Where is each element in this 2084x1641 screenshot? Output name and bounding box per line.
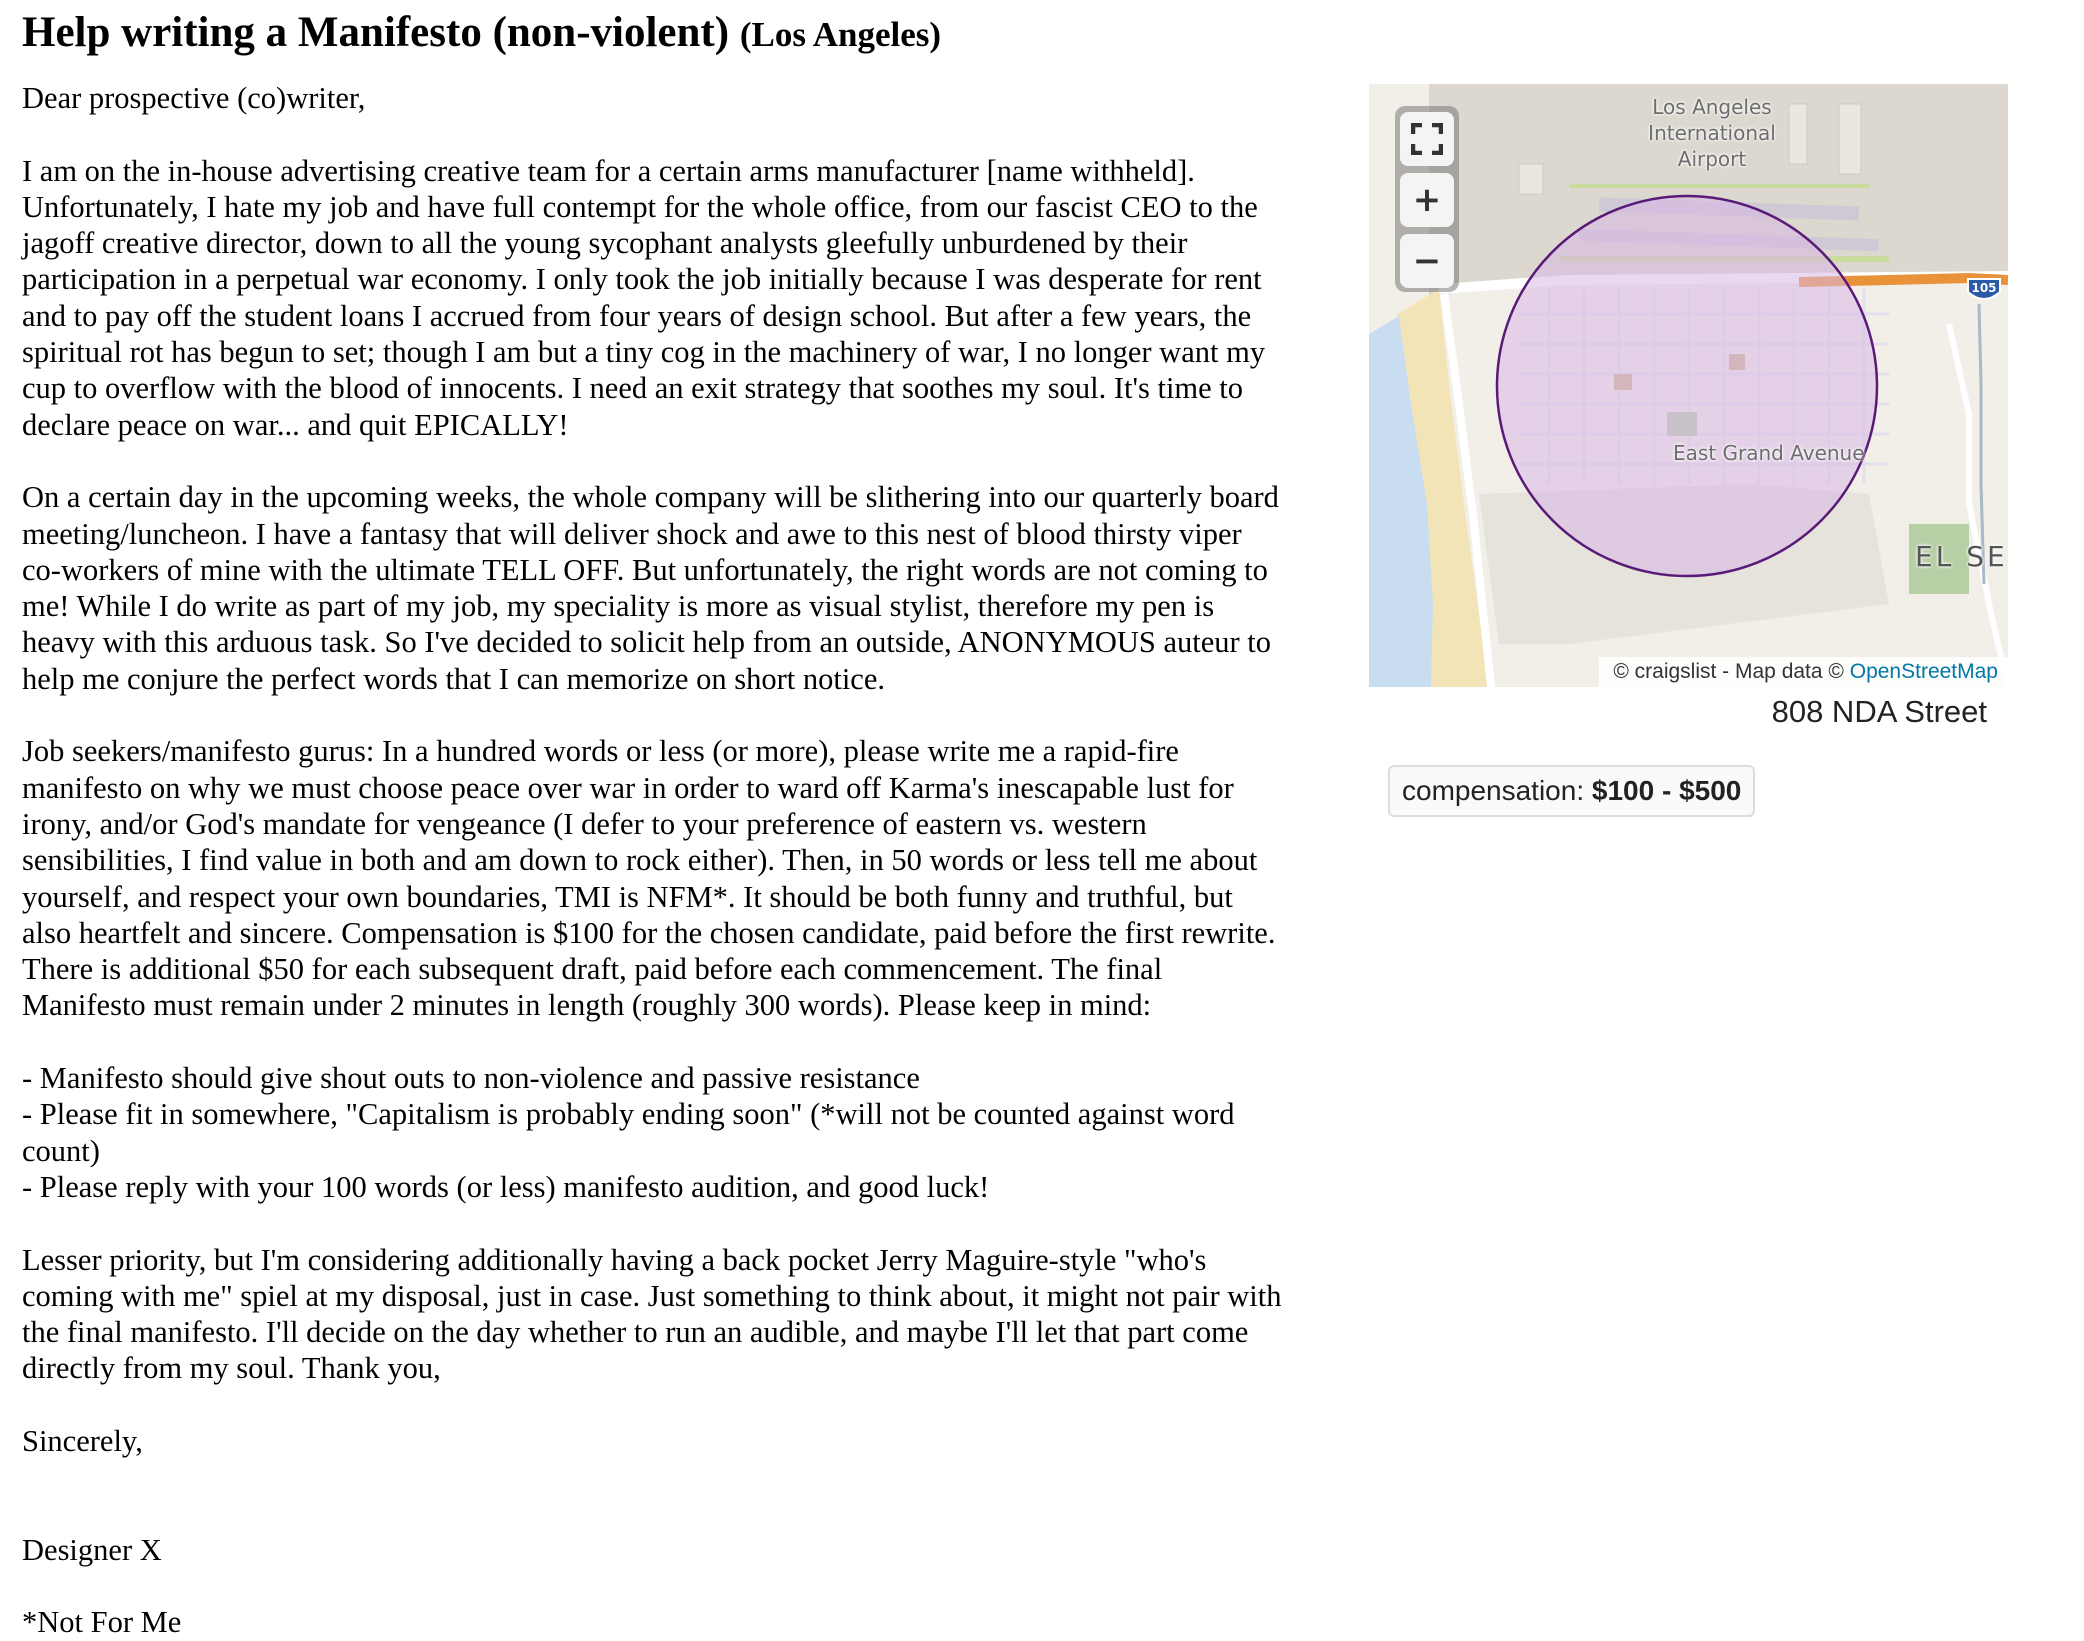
paragraph-meeting xyxy=(22,479,1372,697)
fullscreen-button[interactable] xyxy=(1400,112,1454,166)
body-line: On a certain day in the upcoming weeks, the whole company will be slithering into our quarterly board xyxy=(22,480,1279,515)
map-tiles[interactable] xyxy=(1369,84,2008,687)
map-controls xyxy=(1395,106,1459,292)
closing: Sincerely, xyxy=(22,1423,143,1458)
body-line: I am on the in-house advertising creative team for a certain arms manufacturer [name withheld]. xyxy=(22,153,1195,188)
body-line: the final manifesto. I'll decide on the day whether to run an audible, and maybe I'll let that part come xyxy=(22,1315,1249,1350)
footnote: *Not For Me xyxy=(22,1605,182,1640)
body-line: co-workers of mine with the ultimate TELL OFF. But unfortunately, the right words are not coming to xyxy=(22,552,1268,587)
greeting: Dear prospective (co)writer, xyxy=(22,81,366,115)
body-line: irony, and/or God's mandate for vengeance (I defer to your preference of eastern vs. western xyxy=(22,806,1147,841)
posting-location: (Los Angeles) xyxy=(739,15,942,54)
bullet-item: - Please reply with your 100 words (or less) manifesto audition, and good luck! xyxy=(22,1169,990,1204)
openstreetmap-link[interactable]: OpenStreetMap xyxy=(1849,660,1998,683)
body-line: declare peace on war... and quit EPICALLY! xyxy=(22,407,569,442)
posting-title-text: Help writing a Manifesto (non-violent) xyxy=(22,9,730,56)
search-radius-circle xyxy=(1497,196,1877,576)
map-attribution xyxy=(1599,657,2008,687)
zoom-in-button[interactable]: + xyxy=(1400,173,1454,227)
map-building xyxy=(1839,104,1861,174)
body-line: and to pay off the student loans I accrued from four years of design school. But after a few years, the xyxy=(22,298,1252,333)
paragraph-lesser-priority xyxy=(22,1242,1372,1387)
bullet-item: count) xyxy=(22,1133,100,1168)
area-label: EL SE xyxy=(1915,540,2008,573)
highway-shield-icon xyxy=(1965,276,2003,306)
paragraph-intro xyxy=(22,153,1372,443)
highway-number: 105 xyxy=(1971,281,1997,295)
body-line: Manifesto must remain under 2 minutes in length (roughly 300 words). Please keep in mind: xyxy=(22,988,1152,1023)
bullet-list xyxy=(22,1060,1372,1205)
compensation-attribute xyxy=(1388,765,1755,817)
body-line: manifesto on why we must choose peace over war in order to ward off Karma's inescapable lust for xyxy=(22,770,1234,805)
fullscreen-icon xyxy=(1411,123,1443,155)
zoom-out-button[interactable]: − xyxy=(1400,234,1454,288)
bullet-item: - Please fit in somewhere, "Capitalism is probably ending soon" (*will not be counted against word xyxy=(22,1097,1235,1132)
body-line: me! While I do write as part of my job, my speciality is more as visual stylist, therefore my pen is xyxy=(22,589,1215,624)
body-line: heavy with this arduous task. So I've decided to solicit help from an outside, ANONYMOUS auteur to xyxy=(22,625,1272,660)
body-line: directly from my soul. Thank you, xyxy=(22,1351,441,1386)
body-line: There is additional $50 for each subsequent draft, paid before each commencement. The final xyxy=(22,952,1163,987)
body-line: yourself, and respect your own boundaries, TMI is NFM*. It should be both funny and truthful, but xyxy=(22,879,1233,914)
map-taxiway xyxy=(1569,184,1869,188)
location-map[interactable] xyxy=(1369,84,2008,687)
map-building xyxy=(1519,164,1543,194)
body-line: coming with me" spiel at my disposal, just in case. Just something to think about, it might not pair with xyxy=(22,1278,1282,1313)
body-line: Lesser priority, but I'm considering additionally having a back pocket Jerry Maguire-style "who's xyxy=(22,1242,1207,1277)
paragraph-job-seekers xyxy=(22,733,1372,1023)
bullet-item: - Manifesto should give shout outs to non-violence and passive resistance xyxy=(22,1061,920,1096)
airport-label: Los Angeles International Airport xyxy=(1648,95,1776,171)
compensation-value: $100 - $500 xyxy=(1591,775,1742,806)
body-line: Unfortunately, I hate my job and have full contempt for the whole office, from our fascist CEO to the xyxy=(22,189,1258,224)
posting-body xyxy=(22,80,1372,1641)
attribution-text: © craigslist - Map data © xyxy=(1613,660,1844,683)
body-line: also heartfelt and sincere. Compensation is $100 for the chosen candidate, paid before the first rewrite. xyxy=(22,915,1276,950)
body-line: meeting/luncheon. I have a fantasy that will deliver shock and awe to this nest of blood thirsty viper xyxy=(22,516,1242,551)
street-label: East Grand Avenue xyxy=(1673,441,1865,465)
compensation-label: compensation: xyxy=(1402,775,1585,806)
body-line: cup to overflow with the blood of innocents. I need an exit strategy that soothes my soul. It's time to xyxy=(22,371,1244,406)
body-line: spiritual rot has begun to set; though I am but a tiny cog in the machinery of war, I no longer want my xyxy=(22,335,1266,370)
signature: Designer X xyxy=(22,1532,162,1567)
body-line: jagoff creative director, down to all the young sycophant analysts gleefully unburdened by their xyxy=(22,226,1188,261)
posting-title xyxy=(22,4,941,64)
body-line: participation in a perpetual war economy. I only took the job initially because I was desperate for rent xyxy=(22,262,1262,297)
body-line: help me conjure the perfect words that I can memorize on short notice. xyxy=(22,661,885,696)
map-address: 808 NDA Street xyxy=(1771,694,1987,729)
body-line: sensibilities, I find value in both and am down to rock either). Then, in 50 words or less tell me about xyxy=(22,843,1258,878)
body-line: Job seekers/manifesto gurus: In a hundred words or less (or more), please write me a rapid-fire xyxy=(22,734,1179,769)
